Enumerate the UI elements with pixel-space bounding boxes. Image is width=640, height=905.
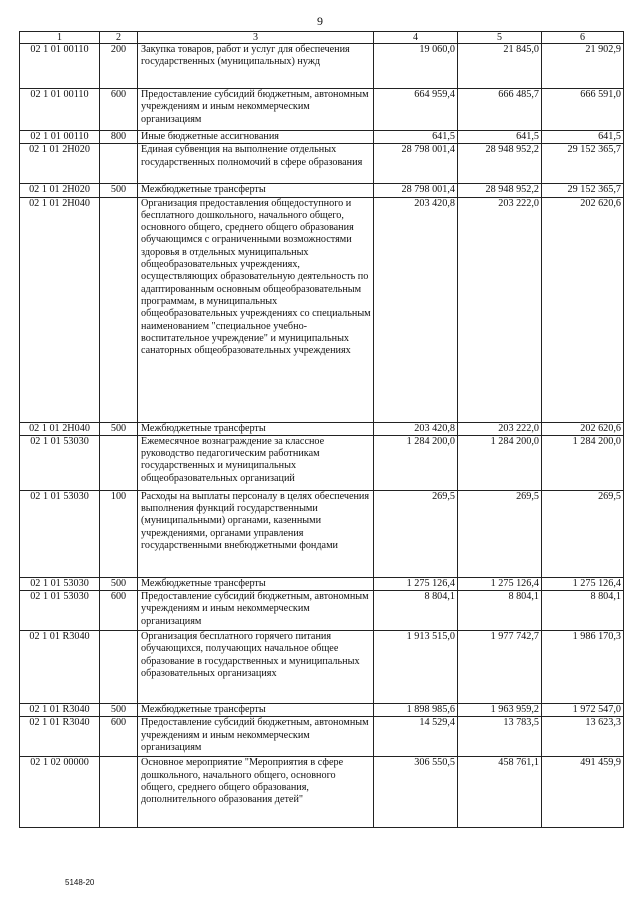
description-cell: Организация бесплатного горячего питания обучающихся, получающих начальное общее образование в государственных и муниципальных образовательных организациях xyxy=(138,631,374,704)
amount-cell: 29 152 365,7 xyxy=(542,184,624,197)
table-row xyxy=(20,591,624,631)
amount-cell: 29 152 365,7 xyxy=(542,144,624,184)
amount-cell: 21 845,0 xyxy=(458,44,542,89)
table-row xyxy=(20,197,624,422)
description-cell: Иные бюджетные ассигнования xyxy=(138,131,374,144)
budget-code-cell: 02 1 01 R3040 xyxy=(20,704,100,717)
amount-cell: 21 902,9 xyxy=(542,44,624,89)
amount-cell: 641,5 xyxy=(458,131,542,144)
table-row xyxy=(20,435,624,490)
budget-code-cell: 02 1 01 2Н040 xyxy=(20,422,100,435)
expense-type-cell: 600 xyxy=(100,89,138,131)
description-cell: Расходы на выплаты персоналу в целях обеспечения выполнения функций государственными (муниципальными) органами, казенными учреждениями, органами управления государственными внебюджетными фондами xyxy=(138,490,374,577)
amount-cell: 28 948 952,2 xyxy=(458,144,542,184)
description-cell: Межбюджетные трансферты xyxy=(138,184,374,197)
table-row xyxy=(20,144,624,184)
amount-cell: 664 959,4 xyxy=(374,89,458,131)
amount-cell: 1 972 547,0 xyxy=(542,704,624,717)
amount-cell: 1 913 515,0 xyxy=(374,631,458,704)
amount-cell: 28 798 001,4 xyxy=(374,144,458,184)
description-cell: Межбюджетные трансферты xyxy=(138,422,374,435)
table-row xyxy=(20,131,624,144)
amount-cell: 1 977 742,7 xyxy=(458,631,542,704)
amount-cell: 458 761,1 xyxy=(458,757,542,828)
header-cell: 5 xyxy=(458,32,542,44)
budget-code-cell: 02 1 01 53030 xyxy=(20,490,100,577)
amount-cell: 666 591,0 xyxy=(542,89,624,131)
budget-code-cell: 02 1 02 00000 xyxy=(20,757,100,828)
amount-cell: 641,5 xyxy=(542,131,624,144)
table-row xyxy=(20,757,624,828)
header-cell: 1 xyxy=(20,32,100,44)
table-row xyxy=(20,631,624,704)
table-row xyxy=(20,490,624,577)
amount-cell: 19 060,0 xyxy=(374,44,458,89)
expense-type-cell xyxy=(100,197,138,422)
budget-code-cell: 02 1 01 2Н020 xyxy=(20,184,100,197)
description-cell: Предоставление субсидий бюджетным, автономным учреждениям и иным некоммерческим организациям xyxy=(138,717,374,757)
budget-code-cell: 02 1 01 2Н040 xyxy=(20,197,100,422)
amount-cell: 28 798 001,4 xyxy=(374,184,458,197)
budget-code-cell: 02 1 01 R3040 xyxy=(20,631,100,704)
amount-cell: 641,5 xyxy=(374,131,458,144)
table-row xyxy=(20,577,624,590)
amount-cell: 8 804,1 xyxy=(458,591,542,631)
description-cell: Межбюджетные трансферты xyxy=(138,704,374,717)
description-cell: Межбюджетные трансферты xyxy=(138,577,374,590)
budget-code-cell: 02 1 01 R3040 xyxy=(20,717,100,757)
amount-cell: 1 284 200,0 xyxy=(374,435,458,490)
expense-type-cell: 800 xyxy=(100,131,138,144)
header-cell: 4 xyxy=(374,32,458,44)
expense-type-cell: 500 xyxy=(100,577,138,590)
amount-cell: 8 804,1 xyxy=(374,591,458,631)
amount-cell: 1 275 126,4 xyxy=(542,577,624,590)
header-cell: 3 xyxy=(138,32,374,44)
amount-cell: 666 485,7 xyxy=(458,89,542,131)
amount-cell: 202 620,6 xyxy=(542,422,624,435)
description-cell: Ежемесячное вознаграждение за классное руководство педагогическим работникам государственных и муниципальных общеобразовательных организаций xyxy=(138,435,374,490)
budget-code-cell: 02 1 01 53030 xyxy=(20,435,100,490)
expense-type-cell: 600 xyxy=(100,717,138,757)
table-row xyxy=(20,184,624,197)
expense-type-cell: 200 xyxy=(100,44,138,89)
amount-cell: 269,5 xyxy=(458,490,542,577)
amount-cell: 13 623,3 xyxy=(542,717,624,757)
table-row xyxy=(20,704,624,717)
amount-cell: 1 275 126,4 xyxy=(458,577,542,590)
description-cell: Закупка товаров, работ и услуг для обеспечения государственных (муниципальных) нужд xyxy=(138,44,374,89)
budget-code-cell: 02 1 01 00110 xyxy=(20,89,100,131)
description-cell: Основное мероприятие "Мероприятия в сфере дошкольного, начального общего, основного общего, среднего общего образования, дополнительного образования детей" xyxy=(138,757,374,828)
budget-code-cell: 02 1 01 53030 xyxy=(20,591,100,631)
amount-cell: 491 459,9 xyxy=(542,757,624,828)
expense-type-cell xyxy=(100,435,138,490)
amount-cell: 203 420,8 xyxy=(374,197,458,422)
expense-type-cell: 600 xyxy=(100,591,138,631)
table-row xyxy=(20,89,624,131)
amount-cell: 1 986 170,3 xyxy=(542,631,624,704)
amount-cell: 1 963 959,2 xyxy=(458,704,542,717)
budget-table xyxy=(19,31,624,828)
table-row xyxy=(20,422,624,435)
amount-cell: 1 284 200,0 xyxy=(542,435,624,490)
amount-cell: 8 804,1 xyxy=(542,591,624,631)
description-cell: Предоставление субсидий бюджетным, автономным учреждениям и иным некоммерческим организациям xyxy=(138,89,374,131)
expense-type-cell: 500 xyxy=(100,184,138,197)
amount-cell: 1 898 985,6 xyxy=(374,704,458,717)
amount-cell: 202 620,6 xyxy=(542,197,624,422)
expense-type-cell: 500 xyxy=(100,422,138,435)
budget-code-cell: 02 1 01 2Н020 xyxy=(20,144,100,184)
expense-type-cell xyxy=(100,144,138,184)
header-cell: 6 xyxy=(542,32,624,44)
document-code: 5148-20 xyxy=(65,878,95,887)
expense-type-cell: 500 xyxy=(100,704,138,717)
table-row xyxy=(20,717,624,757)
budget-code-cell: 02 1 01 00110 xyxy=(20,44,100,89)
amount-cell: 1 275 126,4 xyxy=(374,577,458,590)
description-cell: Организация предоставления общедоступного и бесплатного дошкольного, начального общего, основного общего, среднего общего образования обучающимся с ограниченными возможностями здоровья в отдельных муниципальных общеобразовательных учреждениях, осуществляющих образовательную деятельность по адаптированным основным общеобразовательным программам, в муниципальных общеобразовательных учреждениях со специальным наименованием "специальное учебно-воспитательное учреждение" и муниципальных санаторных общеобразовательных учреждениях xyxy=(138,197,374,422)
expense-type-cell xyxy=(100,757,138,828)
amount-cell: 203 420,8 xyxy=(374,422,458,435)
amount-cell: 306 550,5 xyxy=(374,757,458,828)
header-cell: 2 xyxy=(100,32,138,44)
expense-type-cell: 100 xyxy=(100,490,138,577)
amount-cell: 28 948 952,2 xyxy=(458,184,542,197)
amount-cell: 203 222,0 xyxy=(458,422,542,435)
header-row xyxy=(20,32,624,44)
amount-cell: 13 783,5 xyxy=(458,717,542,757)
expense-type-cell xyxy=(100,631,138,704)
budget-code-cell: 02 1 01 00110 xyxy=(20,131,100,144)
amount-cell: 1 284 200,0 xyxy=(458,435,542,490)
amount-cell: 14 529,4 xyxy=(374,717,458,757)
page-number: 9 xyxy=(317,14,323,28)
budget-code-cell: 02 1 01 53030 xyxy=(20,577,100,590)
amount-cell: 269,5 xyxy=(374,490,458,577)
table-row xyxy=(20,44,624,89)
amount-cell: 203 222,0 xyxy=(458,197,542,422)
amount-cell: 269,5 xyxy=(542,490,624,577)
description-cell: Предоставление субсидий бюджетным, автономным учреждениям и иным некоммерческим организациям xyxy=(138,591,374,631)
description-cell: Единая субвенция на выполнение отдельных государственных полномочий в сфере образования xyxy=(138,144,374,184)
